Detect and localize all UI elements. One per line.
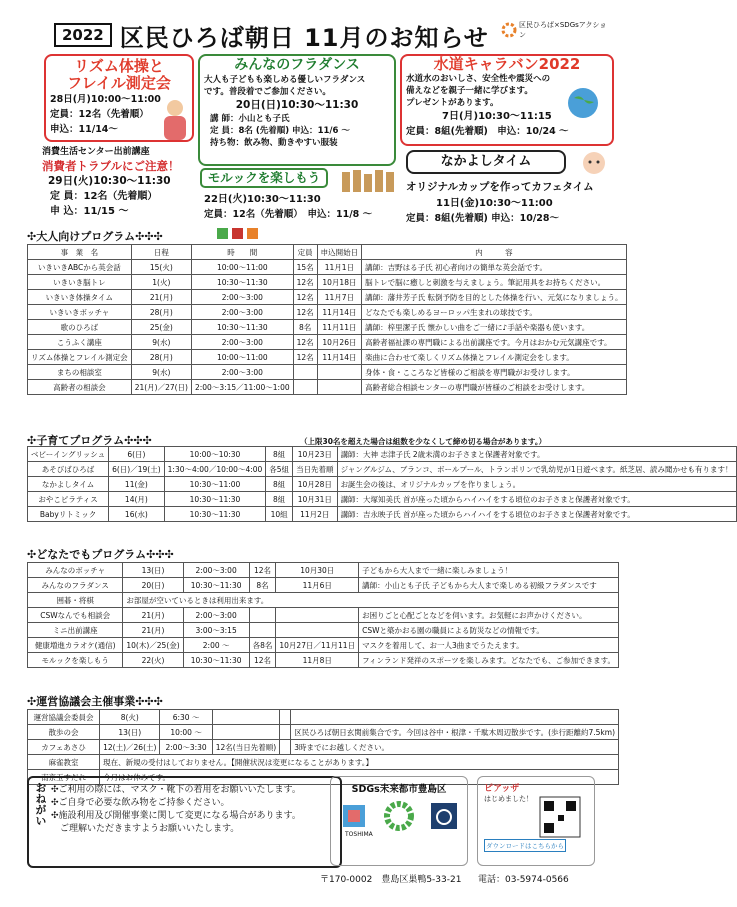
cell-date: 28(月): [131, 305, 191, 320]
cell-time: 6:30 ～: [160, 710, 212, 725]
cell-capacity: 12名: [293, 290, 317, 305]
cell-capacity: 12名: [249, 563, 276, 578]
cell-date: 1(火): [131, 275, 191, 290]
cell-apply: [276, 608, 359, 623]
cell-apply: [317, 365, 362, 380]
cell-date: 13(日): [100, 725, 160, 740]
cell-apply: 11月6日: [276, 578, 359, 593]
cell-content: お困りごと心配ごとなどを伺います。お気軽にお声かけください。: [359, 608, 619, 623]
cell-date: 6(日): [109, 447, 165, 462]
table-row: [28, 578, 619, 593]
table-row: [28, 740, 619, 755]
address: 〒170-0002 豊島区巣鴨5-33-21: [320, 875, 462, 885]
note-2: ✣ご自身で必要な飲み物をご持参ください。: [51, 798, 230, 808]
cell-name: みんなのボッチャ: [28, 563, 123, 578]
cell-name: あそびばひろば: [28, 462, 109, 477]
table-row: [28, 638, 619, 653]
cell-date: 15(火): [131, 260, 191, 275]
cell-time: 2:00～3:00: [183, 563, 249, 578]
table-row: [28, 305, 627, 320]
cell-apply: 10月28日: [293, 477, 338, 492]
cell-apply: 10月27日／11月11日: [276, 638, 359, 653]
nakayoshi-title: なかよしタイム: [406, 150, 566, 174]
telephone: 電話：03-5974-0566: [478, 875, 569, 885]
cell-time: 2:00～3:15／11:00～1:00: [191, 380, 293, 395]
table-row: [28, 623, 619, 638]
hula-teacher: 講 師：小山とも子氏: [210, 114, 290, 124]
sdgs-header-badge: [502, 20, 612, 40]
cell-time: 2:00～3:00: [191, 365, 293, 380]
molkky-date: 22日(火)10:30～11:30: [204, 194, 321, 205]
cell-capacity: 12名: [293, 335, 317, 350]
cell-name: 散歩の会: [28, 725, 100, 740]
rhythm-title-1: リズム体操と: [74, 57, 164, 75]
cell-content: 脳トレで脳に癒しと刺激を与えましょう。筆記用具をお持ちください。: [362, 275, 626, 290]
cell-time: 2:00～3:30: [160, 740, 212, 755]
table-row: [28, 477, 737, 492]
cell-name: 囲碁・将棋: [28, 593, 123, 608]
cell-time: 3:00～3:15: [183, 623, 249, 638]
cell-time: 10:00 ～: [160, 725, 212, 740]
cell-capacity: 8名: [293, 320, 317, 335]
cell-capacity: 15名: [293, 260, 317, 275]
qr-code-icon[interactable]: [540, 797, 580, 837]
cell-name: リズム体操とフレイル測定会: [28, 350, 132, 365]
cell-time: 10:00～11:00: [191, 260, 293, 275]
baby-illustration: [576, 150, 612, 176]
cell-apply: 10月31日: [293, 492, 338, 507]
cell-name: みんなのフラダンス: [28, 578, 123, 593]
cell-time: 2:00～3:00: [191, 335, 293, 350]
toshima-label: TOSHIMA: [345, 831, 373, 838]
col-header-date: 日程: [131, 245, 191, 260]
table-row: [28, 320, 627, 335]
page-title: 区民ひろば朝日 11月のお知らせ: [119, 23, 489, 52]
cell-content: 講師：藩井芳子氏 転倒予防を目的とした体操を行い、元気になりましょう。: [362, 290, 626, 305]
cell-name: いきいき脳トレ: [28, 275, 132, 290]
cell-capacity: 各8名: [249, 638, 276, 653]
cell-name: Babyリトミック: [28, 507, 109, 522]
cell-time: 10:00～11:00: [191, 350, 293, 365]
cell-name: こうふく講座: [28, 335, 132, 350]
child-table: [27, 446, 733, 522]
cell-capacity: [293, 380, 317, 395]
cell-apply: 11月11日: [317, 320, 362, 335]
table-row: [28, 710, 619, 725]
cell-content: 講師：小山とも子氏 子どもから大人まで楽しめる初級フラダンスです: [359, 578, 619, 593]
consumer-apply: 申 込：11/15 ～: [50, 206, 129, 217]
note-3: ✣施設利用及び開催事業に関して変更になる場合があります。: [51, 811, 301, 821]
cell-apply: 10月26日: [317, 335, 362, 350]
cell-capacity: 8組: [266, 447, 293, 462]
rhythm-apply: 申込：11/14～: [50, 124, 118, 135]
cell-capacity: 12名(当日先着順): [212, 740, 279, 755]
cell-capacity: 12名: [293, 305, 317, 320]
cell-content: 区民ひろば朝日玄関前集合です。今回は谷中・根津・千駄木周辺散歩です。(歩行距離約7.5km): [291, 725, 619, 740]
table-row: [28, 653, 619, 668]
molkky-title: モルックを楽しもう: [200, 168, 328, 188]
col-header-capacity: 定員: [293, 245, 317, 260]
sdgs-city-label: SDGs未来都市豊島区: [351, 784, 447, 795]
caravan-title: 水道キャラバン2022: [433, 55, 581, 73]
cell-date: 22(火): [123, 653, 183, 668]
cell-name: CSWなんでも相談会: [28, 608, 123, 623]
adult-table: [27, 244, 623, 395]
nakayoshi-desc: オリジナルカップを作ってカフェタイム: [406, 181, 594, 193]
cell-apply: 11月2日: [293, 507, 338, 522]
cell-content: フィンランド発祥のスポーツを楽しみます。どなたでも、ご参加できます。: [359, 653, 619, 668]
cell-time: 10:00～10:30: [164, 447, 266, 462]
app-qr-box: [477, 776, 595, 866]
cell-capacity: 8組: [266, 477, 293, 492]
table-row: [28, 593, 619, 608]
cell-content: マスクを着用して、お一人3曲までうたえます。: [359, 638, 619, 653]
cell-capacity: [293, 365, 317, 380]
cell-date: 13(日): [123, 563, 183, 578]
cell-name: いきいきABCから英会話: [28, 260, 132, 275]
cell-name: モルックを楽しもう: [28, 653, 123, 668]
cell-content: 講師：梓里潔子氏 懐かしい曲をご一緒に♪手話や楽器も使います。: [362, 320, 626, 335]
table-row: [28, 260, 627, 275]
cell-date: 9(水): [131, 335, 191, 350]
molkky-pins-illustration: [340, 166, 398, 196]
cell-date: 16(水): [109, 507, 165, 522]
note-1: ✣ご利用の際には、マスク・靴下の着用をお願いいたします。: [51, 785, 301, 795]
cell-capacity: 10組: [266, 507, 293, 522]
hula-date: 20日(日)10:30～11:30: [235, 99, 359, 111]
nakayoshi-date: 11日(金)10:30～11:00: [436, 198, 553, 209]
cell-apply: [280, 725, 291, 740]
caravan-desc-2: 備えなどを親子一緒に学びます。: [406, 86, 533, 96]
cell-content: お部屋が空いているときは利用出来ます。: [123, 593, 619, 608]
caravan-desc-1: 水道水のおいしさ、安全性や震災への: [406, 74, 551, 84]
caravan-date: 7日(月)10:30～11:15: [442, 111, 552, 122]
cell-time: 10:30～11:30: [191, 320, 293, 335]
cell-capacity: 各5組: [266, 462, 293, 477]
table-row: [28, 492, 737, 507]
cell-apply: 10月30日: [276, 563, 359, 578]
hula-capacity: 定 員：8名 (先着順) 申込：11/6 ～: [210, 126, 350, 136]
rhythm-title-2: フレイル測定会: [67, 74, 171, 92]
cell-date: 21(月): [131, 290, 191, 305]
consumer-capacity: 定 員：12名（先着順）: [50, 191, 158, 202]
cell-capacity: 12名: [293, 275, 317, 290]
table-row: [28, 275, 627, 290]
cell-content: 今月はお休みです。: [100, 770, 619, 785]
child-section-heading: ✣子育てプログラム✣✣✣: [27, 434, 152, 447]
col-header-apply: 申込開始日: [317, 245, 362, 260]
cell-name: 麻雀教室: [28, 755, 100, 770]
table-row: [28, 447, 737, 462]
cell-content: ジャングルジム、ブランコ、ボールプール、トランポリンで乳幼児が1日遊べます。紙芝居、読み聞かせも有ります！: [337, 462, 736, 477]
sdgs-goal-17-icon: [429, 801, 459, 831]
cell-time: 1:30～4:00／10:00～4:00: [164, 462, 266, 477]
cell-apply: 11月7日: [317, 290, 362, 305]
cell-content: お誕生会の後は、オリジナルカップを作りましょう。: [337, 477, 736, 492]
caravan-desc-3: プレゼントがあります。: [406, 98, 499, 108]
cell-name: ミニ出前講座: [28, 623, 123, 638]
table-row: [28, 608, 619, 623]
cell-date: 20(日): [123, 578, 183, 593]
table-row: [28, 380, 627, 395]
cell-name: ベビーイングリッシュ: [28, 447, 109, 462]
col-header-name: 事 業 名: [28, 245, 132, 260]
table-row: [28, 725, 619, 740]
download-link[interactable]: ダウンロードはこちらから: [484, 839, 566, 852]
cell-date: 14(月): [109, 492, 165, 507]
cell-apply: 当日先着順: [293, 462, 338, 477]
globe-illustration: [566, 86, 600, 120]
cell-apply: 11月14日: [317, 305, 362, 320]
cell-content: [291, 710, 619, 725]
molkky-capacity: 定員：12名（先着順） 申込：11/8 ～: [204, 209, 373, 220]
cell-name: いきいき体操タイム: [28, 290, 132, 305]
cell-content: 講師：吉野はる子氏 初心者向けの簡単な英会話です。: [362, 260, 626, 275]
cell-content: 楽曲に合わせて楽しくリズム体操とフレイル測定会をします。: [362, 350, 626, 365]
cell-content: 現在、新規の受付はしておりません。【開催状況は変更になることがあります。】: [100, 755, 619, 770]
adult-sdgs-icons: [215, 228, 258, 239]
cell-date: 8(火): [100, 710, 160, 725]
cell-capacity: 8名: [249, 578, 276, 593]
consumer-subtitle: 消費生活センター出前講座: [42, 147, 150, 157]
cell-name: カフェあさひ: [28, 740, 100, 755]
cell-content: CSWと築かおる園の職員による防災などの情報です。: [359, 623, 619, 638]
cell-time: 10:30～11:30: [183, 653, 249, 668]
cell-capacity: 8組: [266, 492, 293, 507]
table-row: [28, 563, 619, 578]
cell-time: 2:00～3:00: [191, 290, 293, 305]
hula-desc-1: 大人も子どもも楽しめる優しいフラダンス: [204, 75, 366, 85]
sdgs-header-text: 区民ひろば×SDGsアクション: [519, 21, 607, 39]
app-subtitle: はじめました！: [484, 795, 533, 803]
table-row: [28, 350, 627, 365]
council-section-heading: ✣運営協議会主催事業✣✣✣: [27, 695, 163, 708]
cell-apply: 11月14日: [317, 350, 362, 365]
cell-apply: 10月23日: [293, 447, 338, 462]
adult-section-heading: ✣大人向けプログラム✣✣✣: [27, 230, 163, 243]
cell-name: いきいきボッチャ: [28, 305, 132, 320]
rhythm-date: 28日(月)10:00～11:00: [50, 94, 161, 105]
cell-content: 高齢者福祉課の専門職による出前講座です。今月はおかむ元気講座です。: [362, 335, 626, 350]
council-table: [27, 709, 619, 785]
cell-apply: [317, 380, 362, 395]
hula-items: 持ち物：飲み物、動きやすい服装: [210, 138, 338, 148]
cell-content: 講師：吉永映子氏 首が座った頃からハイハイをする頃位のお子さまと保護者対象です。: [337, 507, 736, 522]
cell-date: 28(月): [131, 350, 191, 365]
cell-capacity: [249, 623, 276, 638]
cell-content: 身体・食・こころなど皆様のご相談を専門職がお受けします。: [362, 365, 626, 380]
cell-capacity: [212, 725, 279, 740]
all-section-heading: ✣どなたでもプログラム✣✣✣: [27, 548, 174, 561]
table-row: [28, 335, 627, 350]
footer-notes: [27, 776, 342, 868]
cell-name: 高齢者の相談会: [28, 380, 132, 395]
cell-date: 11(金): [109, 477, 165, 492]
elderly-woman-illustration: [158, 98, 192, 142]
cell-date: 6(日)／19(土): [109, 462, 165, 477]
all-table: [27, 562, 619, 668]
cell-capacity: [249, 608, 276, 623]
onegai-label: おねがい: [34, 782, 47, 826]
cell-date: 12(土)／26(土): [100, 740, 160, 755]
cell-name: おやこピラティス: [28, 492, 109, 507]
table-row: [28, 365, 627, 380]
consumer-title: 消費者トラブルにご注意！: [42, 159, 180, 173]
cell-content: 講師：大塚知美氏 首が座った頃からハイハイをする頃位のお子さまと保護者対象です。: [337, 492, 736, 507]
cell-capacity: 12名: [249, 653, 276, 668]
hula-desc-2: です。普段着でご参加ください。: [204, 87, 331, 97]
cell-time: 10:30～11:30: [164, 507, 266, 522]
col-header-content: 内 容: [362, 245, 626, 260]
rhythm-capacity: 定員：12名（先着順）: [50, 109, 149, 120]
cell-time: 10:30～11:00: [164, 477, 266, 492]
cell-apply: [280, 740, 291, 755]
nakayoshi-capacity: 定員：8組(先着順) 申込：10/28～: [406, 213, 560, 224]
cell-time: 10:30～11:30: [183, 578, 249, 593]
cell-apply: 11月8日: [276, 653, 359, 668]
cell-date: 21(月): [123, 608, 183, 623]
cell-time: 10:30～11:30: [191, 275, 293, 290]
cell-name: なかよしタイム: [28, 477, 109, 492]
cell-content: 3時までにお越しください。: [291, 740, 619, 755]
consumer-date: 29日(火)10:30～11:30: [48, 175, 171, 187]
hula-title: みんなのフラダンス: [234, 57, 360, 73]
cell-name: 健康増進カラオケ(通信): [28, 638, 123, 653]
cell-date: 10(木)／25(金): [123, 638, 183, 653]
year-label: 2022: [54, 23, 112, 47]
cell-name: 運営協議会委員会: [28, 710, 100, 725]
cell-date: 21(月)／27(日): [131, 380, 191, 395]
cell-date: 9(水): [131, 365, 191, 380]
cell-apply: 11月1日: [317, 260, 362, 275]
cell-time: 10:30～11:30: [164, 492, 266, 507]
table-row: [28, 462, 737, 477]
sdgs-goal-icon: [217, 228, 228, 239]
note-4: ご理解いただきますようお願いいたします。: [51, 824, 240, 834]
cell-content: 高齢者総合相談センターの専門職が皆様のご相談をお受けします。: [362, 380, 626, 395]
sdgs-city-box: [330, 776, 468, 866]
table-row: [28, 507, 737, 522]
cell-name: 歌のひろば: [28, 320, 132, 335]
table-row: [28, 290, 627, 305]
cell-time: 2:00～3:00: [191, 305, 293, 320]
hula-box: [198, 54, 396, 166]
consumer-box: [42, 146, 198, 224]
cell-apply: [276, 623, 359, 638]
cell-capacity: 12名: [293, 350, 317, 365]
cell-apply: 10月18日: [317, 275, 362, 290]
child-section-note: （上限30名を超えた場合は組数を少なくして締め切る場合があります。）: [300, 437, 547, 446]
sdgs-goal-icon: [247, 228, 258, 239]
cell-date: 21(月): [123, 623, 183, 638]
sdgs-wheel-icon: [502, 23, 516, 37]
cell-time: 2:00 ～: [183, 638, 249, 653]
sdgs-goal-icon: [232, 228, 243, 239]
col-header-time: 時 間: [191, 245, 293, 260]
cell-content: 講師：大神 志津子氏 2歳未満のお子さまと保護者対象です。: [337, 447, 736, 462]
toshima-logo: [339, 801, 369, 831]
cell-time: 2:00～3:00: [183, 608, 249, 623]
sdgs-wheel-logo: [384, 801, 414, 831]
app-name: ピアッザ: [484, 784, 520, 794]
table-row: [28, 755, 619, 770]
caravan-capacity: 定員：8組(先着順) 申込：10/24 ～: [406, 126, 569, 137]
cell-capacity: [212, 710, 279, 725]
cell-name: まちの相談室: [28, 365, 132, 380]
cell-date: 25(金): [131, 320, 191, 335]
cell-content: どなたでも楽しめるヨーロッパ生まれの球技です。: [362, 305, 626, 320]
cell-apply: [280, 710, 291, 725]
cell-content: 子どもから大人まで一緒に楽しみましょう！: [359, 563, 619, 578]
cell-name: 南京玉すだれ: [28, 770, 100, 785]
